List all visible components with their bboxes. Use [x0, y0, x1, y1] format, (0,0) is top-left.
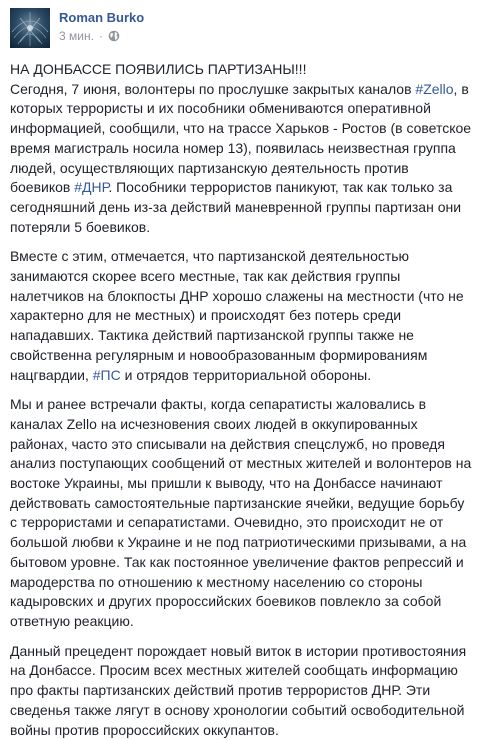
post-text: . Пособники террористов паникуют, так как только за сегодняшний день из-за действий маневренной группы партизан они потеряли 5 боевиков. [10, 179, 462, 235]
post-timestamp[interactable]: 3 мин. [59, 29, 94, 43]
post-text: , в которых террористы и их пособники обмениваются оперативной информацией, сообщили, что на трассе Харьков - Ростов (в советское время магистраль носила номер 13), появилась неизвестная группа людей, осуществляющих партизанскую деятельность против боевиков [10, 80, 472, 196]
post-paragraph [10, 247, 472, 385]
post-text: Сегодня, 7 июня, волонтеры по прослушке закрытых каналов [10, 80, 416, 97]
post-paragraph: Данный прецедент порождает новый виток в истории противостояния на Донбассе. Просим всех местных жителей сообщать информацию про факты партизанских действий против террористов ДНР. Эти сведенья также лягут в основу хронологии событий освободительной войны против пророссийских оккупантов. [10, 642, 467, 738]
hashtag-link[interactable]: #ПС [92, 366, 121, 383]
post-headline: НА ДОНБАССЕ ПОЯВИЛИСЬ ПАРТИЗАНЫ!!! [10, 61, 307, 77]
hashtag-link[interactable]: #Zello [415, 80, 454, 97]
post-header [10, 8, 472, 54]
avatar[interactable] [10, 8, 50, 48]
meta-separator: · [98, 29, 103, 43]
post-paragraph [10, 60, 472, 237]
post-text: и отрядов территориальной обороны. [120, 366, 372, 383]
post-text: Вместе с этим, отмечается, что партизанской деятельностью занимаются скорее всего местные, так как действия группы налетчиков на блокпосты ДНР хорошо слажены на местности (что не характерно для не местных) и происходят без потерь среди нападавших. Тактика действий партизанской группы также не свойственна регулярным и новообразованным формированиям нацгвардии, [10, 248, 464, 383]
post-paragraph: Мы и ранее встречали факты, когда сепаратисты жаловались в каналах Zello на исчезновения своих людей в оккупированных районах, часто это списывали на действия спецслужб, но проведя анализ поступающих сообщений от местных жителей и волонтеров на востоке Украины, мы пришли к выводу, что на Донбассе начинают действовать самостоятельные партизанские ячейки, ведущие борьбу с террористами и сепаратистами. Очевидно, это происходит не от большой любви к Украине и не под патриотическими призывами, а на бытовом уровне. Так как постоянное увеличение фактов репрессий и мародерства по отношению к местному населению со стороны кадыровских и других пророссийских боевиков повлекло за собой ответную реакцию. [10, 396, 472, 629]
timestamp-row [59, 29, 144, 43]
author-name[interactable]: Roman Burko [59, 10, 145, 25]
hashtag-link[interactable]: #ДНР [74, 179, 109, 196]
post-meta [59, 8, 144, 43]
globe-icon[interactable] [108, 30, 120, 42]
post-body [10, 60, 472, 740]
